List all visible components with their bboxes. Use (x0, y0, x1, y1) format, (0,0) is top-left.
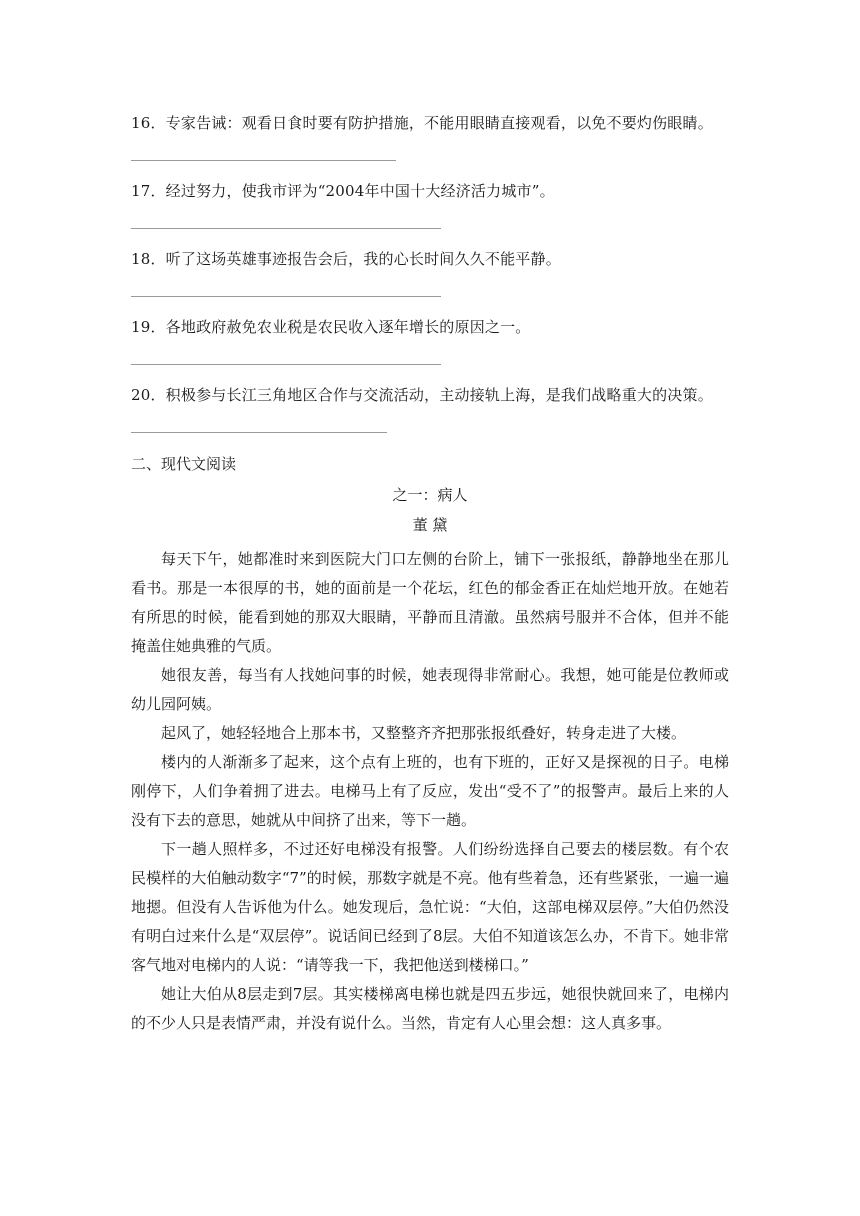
answer-line-19[interactable] (131, 364, 441, 365)
question-16: 16．专家告诫：观看日食时要有防护措施，不能用眼睛直接观看，以免不要灼伤眼睛。 (131, 114, 713, 132)
answer-line-18[interactable] (131, 296, 441, 297)
article-author: 董 黛 (412, 516, 448, 534)
paragraph: 下一趟人照样多，不过还好电梯没有报警。人们纷纷选择自己要去的楼层数。有个农民模样的大伯触动数字“7”的时候，那数字就是不亮。他有些着急，还有些紧张，一遍一遍地摁。但没有人告诉他为什么。她发现后，急忙说：“大伯，这部电梯双层停。”大伯仍然没有明白过来什么是“双层停”。说话间已经到了8层。大伯不知道该怎么办，不肯下。她非常客气地对电梯内的人说：“请等我一下，我把他送到楼梯口。” (131, 840, 729, 974)
paragraph: 每天下午，她都准时来到医院大门口左侧的台阶上，铺下一张报纸，静静地坐在那儿看书。那是一本很厚的书，她的面前是一个花坛，红色的郁金香正在灿烂地开放。在她若有所思的时候，能看到她的那双大眼睛，平静而且清澈。虽然病号服并不合体，但并不能掩盖住她典雅的气质。 (131, 550, 729, 655)
paragraph: 起风了，她轻轻地合上那本书，又整整齐齐把那张报纸叠好，转身走进了大楼。 (161, 724, 687, 742)
answer-line-16[interactable] (131, 160, 396, 161)
question-20: 20．积极参与长江三角地区合作与交流活动，主动接轨上海，是我们战略重大的决策。 (131, 386, 713, 404)
section-heading: 二、现代文阅读 (131, 455, 237, 473)
article-title: 之一：病人 (392, 486, 468, 504)
answer-line-20[interactable] (131, 432, 387, 433)
question-17: 17．经过努力，使我市评为“2004年中国十大经济活力城市”。 (131, 182, 555, 200)
question-18: 18．听了这场英雄事迹报告会后，我的心长时间久久不能平静。 (131, 250, 561, 268)
answer-line-17[interactable] (131, 228, 441, 229)
question-19: 19．各地政府赦免农业税是农民收入逐年增长的原因之一。 (131, 318, 531, 336)
paragraph: 她让大伯从8层走到7层。其实楼梯离电梯也就是四五步远，她很快就回来了，电梯内的不少人只是表情严肃，并没有说什么。当然，肯定有人心里会想：这人真多事。 (131, 985, 729, 1032)
article-body (131, 545, 729, 1038)
paragraph: 她很友善，每当有人找她问事的时候，她表现得非常耐心。我想，她可能是位教师或幼儿园阿姨。 (131, 666, 729, 713)
paragraph: 楼内的人渐渐多了起来，这个点有上班的，也有下班的，正好又是探视的日子。电梯刚停下，人们争着拥了进去。电梯马上有了反应，发出“受不了”的报警声。最后上来的人没有下去的意思，她就从中间挤了出来，等下一趟。 (131, 753, 729, 829)
